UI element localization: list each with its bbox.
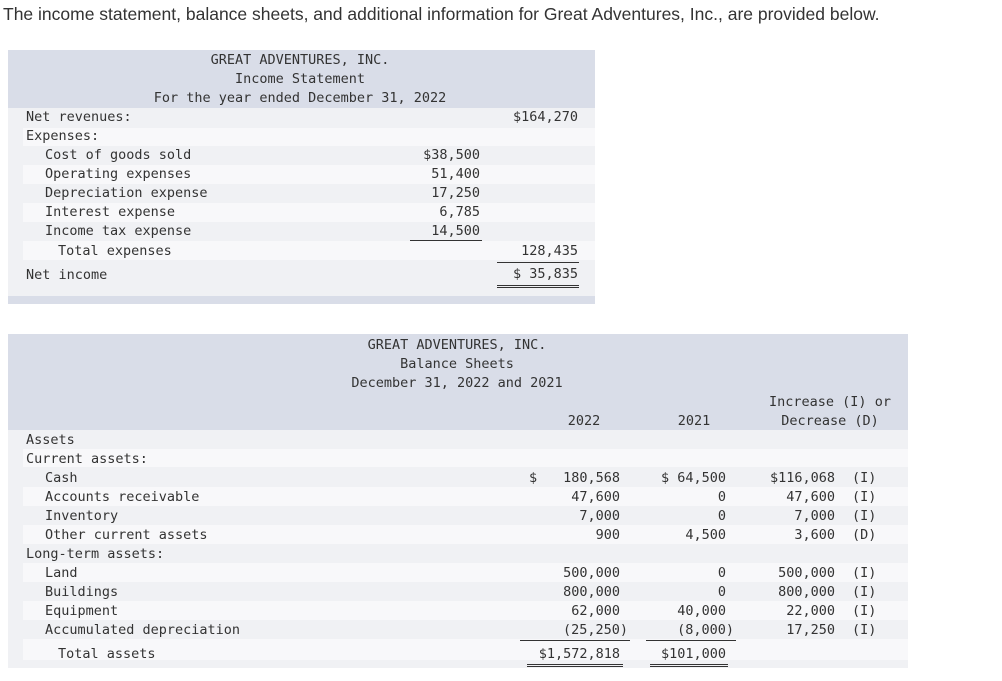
value-2022: 180,568 [563, 470, 620, 486]
change-indicator: (I) [852, 508, 877, 524]
expense-value: 51,400 [431, 166, 480, 182]
change-indicator: (I) [852, 470, 877, 486]
expense-label: Income tax expense [45, 223, 192, 239]
change-value: 47,600 [786, 489, 835, 505]
change-indicator: (I) [852, 603, 877, 619]
total-assets-2022: $1,572,818 [538, 646, 620, 662]
balance-title: Balance Sheets [400, 356, 514, 372]
change-indicator: (I) [852, 565, 877, 581]
expense-label: Cost of goods sold [45, 147, 192, 163]
value-2022: 62,000 [571, 603, 620, 619]
change-indicator: (D) [852, 527, 877, 543]
value-2021: 0 [717, 565, 726, 581]
total-2022-double-underline [527, 664, 623, 667]
expense-value: 14,500 [431, 223, 480, 239]
expenses-label: Expenses: [26, 128, 100, 144]
value-2021: (8,000) [677, 622, 734, 638]
expense-label: Operating expenses [45, 166, 192, 182]
change-value: 800,000 [778, 584, 835, 600]
row-label: Land [45, 565, 78, 581]
change-indicator: (I) [852, 489, 877, 505]
income-period: For the year ended December 31, 2022 [153, 90, 447, 106]
value-2021: 0 [717, 508, 726, 524]
intro-text: The income statement, balance sheets, and additional information for Great Adventures, Inc., are provided below. [3, 4, 880, 24]
total-assets-label: Total assets [58, 646, 156, 662]
income-title: Income Statement [234, 71, 366, 87]
value-2022: 47,600 [571, 489, 620, 505]
value-2022: 7,000 [579, 508, 620, 524]
total-underline [497, 262, 579, 263]
expense-value: 6,785 [439, 204, 480, 220]
total-assets-2021: $101,000 [660, 646, 726, 662]
net-revenues-value: $164,270 [512, 109, 578, 125]
row-label: Buildings [45, 584, 119, 600]
value-2022: 900 [595, 527, 620, 543]
col-header-2022: 2022 [567, 413, 601, 429]
change-indicator: (I) [852, 584, 877, 600]
expense-label: Depreciation expense [45, 185, 208, 201]
value-2021: 0 [717, 584, 726, 600]
change-value: 7,000 [794, 508, 835, 524]
expenses-underline [410, 240, 482, 241]
expense-value: $38,500 [423, 147, 480, 163]
row-label: Other current assets [45, 527, 208, 543]
total-expenses-label: Total expenses [58, 243, 172, 259]
expense-label: Interest expense [45, 204, 176, 220]
row-label: Cash [45, 470, 78, 486]
net-income-label: Net income [26, 267, 108, 283]
underline-2022 [520, 640, 630, 641]
balance-period: December 31, 2022 and 2021 [351, 375, 563, 391]
assets-label: Assets [26, 432, 75, 448]
change-value: 17,250 [786, 622, 835, 638]
row-label: Accounts receivable [45, 489, 200, 505]
change-indicator: (I) [852, 622, 877, 638]
dollar-sign: $ [529, 470, 538, 486]
value-2021: $ 64,500 [660, 470, 726, 486]
longterm-assets-label: Long-term assets: [26, 546, 165, 562]
income-company: GREAT ADVENTURES, INC. [210, 52, 390, 68]
col-header-2021: 2021 [677, 413, 711, 429]
net-revenues-label: Net revenues: [26, 109, 132, 125]
underline-2021 [646, 640, 736, 641]
change-value: $116,068 [769, 470, 835, 486]
value-2022: 800,000 [563, 584, 620, 600]
row-label: Accumulated depreciation [45, 622, 241, 638]
col-header-change-1: Increase (I) or [769, 394, 891, 410]
change-value: 500,000 [778, 565, 835, 581]
total-2021-double-underline [650, 664, 728, 667]
value-2022: (25,250) [562, 622, 628, 638]
change-value: 22,000 [786, 603, 835, 619]
value-2021: 40,000 [677, 603, 726, 619]
net-income-value: $ 35,835 [512, 266, 578, 282]
row-label: Equipment [45, 603, 119, 619]
net-income-double-underline [497, 285, 579, 288]
value-2021: 0 [717, 489, 726, 505]
total-expenses-value: 128,435 [521, 243, 578, 259]
current-assets-label: Current assets: [26, 451, 148, 467]
col-header-change-2: Decrease (D) [781, 413, 879, 429]
value-2021: 4,500 [685, 527, 726, 543]
change-value: 3,600 [794, 527, 835, 543]
value-2022: 500,000 [563, 565, 620, 581]
expense-value: 17,250 [431, 185, 480, 201]
row-label: Inventory [45, 508, 119, 524]
balance-company: GREAT ADVENTURES, INC. [367, 337, 547, 353]
